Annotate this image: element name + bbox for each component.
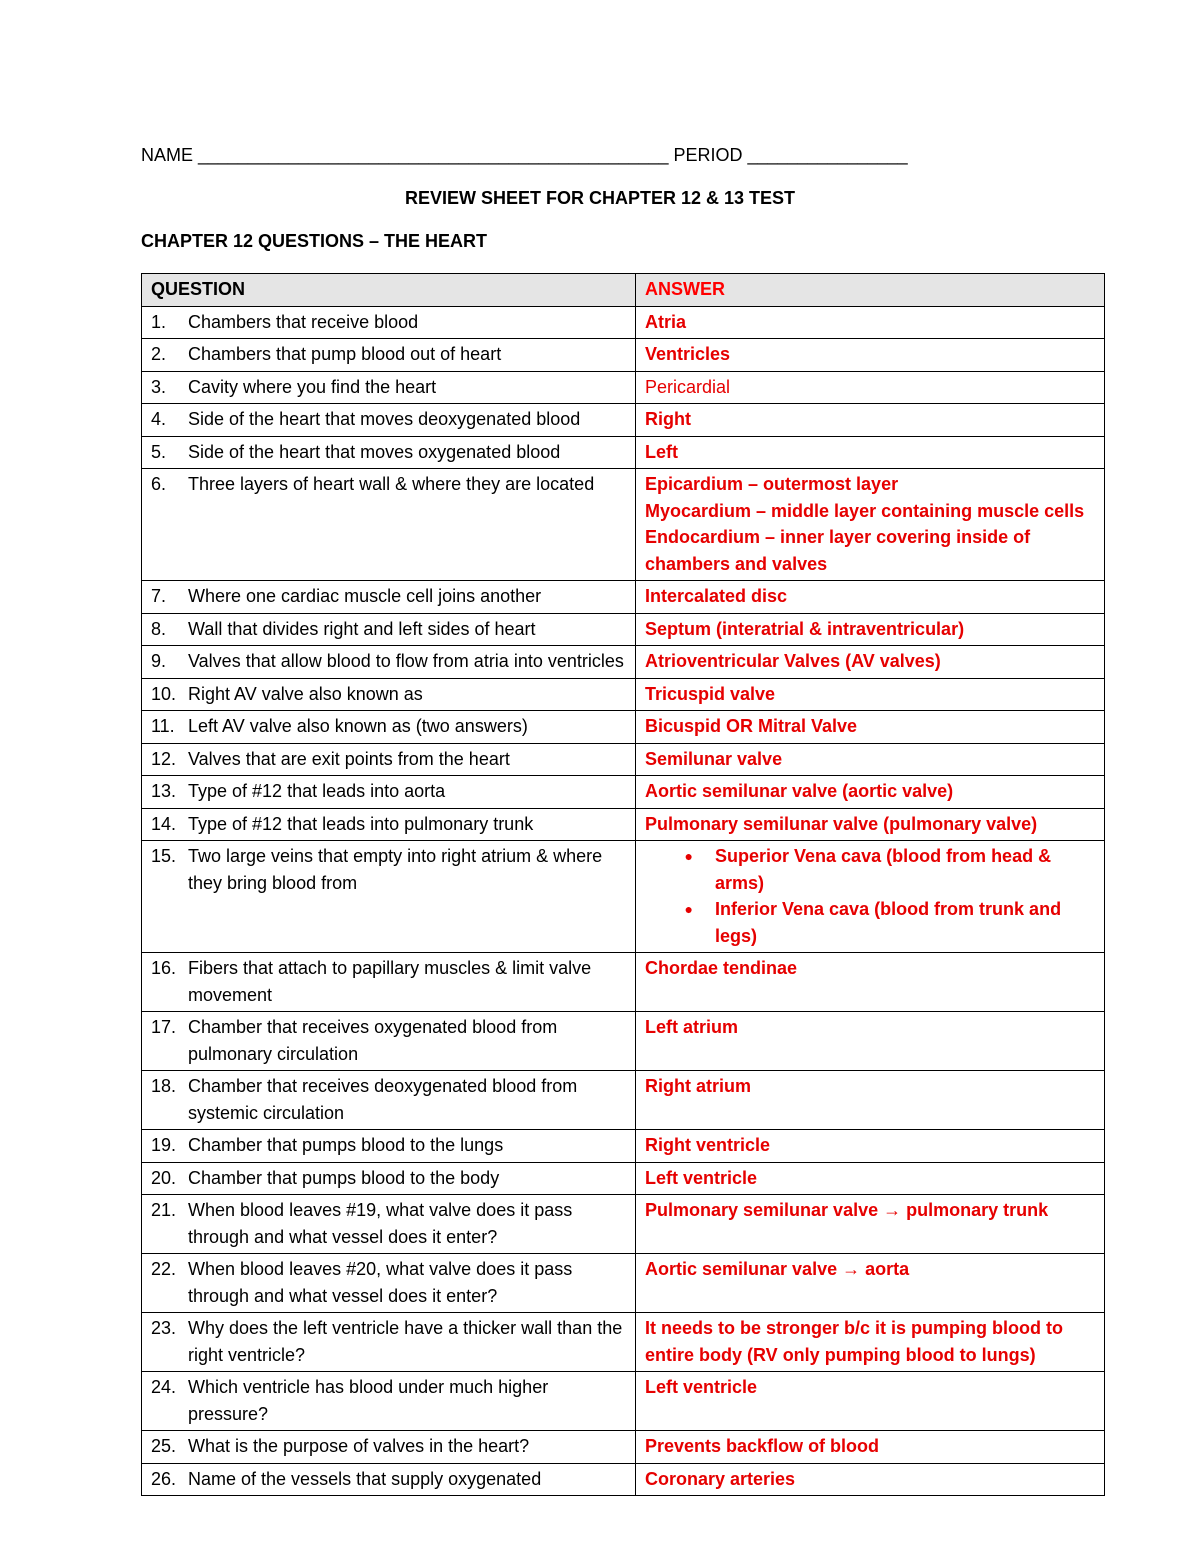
question-number: 26. bbox=[151, 1468, 177, 1489]
question-cell bbox=[142, 776, 636, 809]
answer-cell bbox=[636, 841, 1105, 953]
question-number: 25. bbox=[151, 1436, 177, 1456]
question-text: Fibers that attach to papillary muscles & limit valve movement bbox=[188, 958, 592, 1005]
answer-text: Bicuspid OR Mitral Valve bbox=[645, 716, 858, 736]
table-row bbox=[142, 743, 1105, 776]
name-period-line: NAME _______________________________________________ PERIOD ________________ bbox=[141, 145, 908, 165]
question-text: Chamber that receives oxygenated blood from pulmonary circulation bbox=[188, 1017, 558, 1064]
question-cell bbox=[142, 1012, 636, 1071]
answer-text: Superior Vena cava (blood from head & arms) bbox=[715, 846, 1052, 893]
table-row bbox=[142, 1071, 1105, 1130]
question-number: 10. bbox=[151, 683, 177, 704]
question-cell bbox=[142, 953, 636, 1012]
answer-text: Left atrium bbox=[645, 1017, 739, 1037]
answer-column-header: ANSWER bbox=[636, 274, 1105, 307]
question-cell bbox=[142, 1463, 636, 1496]
question-cell bbox=[142, 841, 636, 953]
question-number: 6. bbox=[151, 474, 167, 494]
question-text: Name of the vessels that supply oxygenated bbox=[188, 1468, 542, 1489]
question-cell bbox=[142, 1071, 636, 1130]
question-number: 1. bbox=[151, 311, 167, 332]
answer-cell bbox=[636, 711, 1105, 744]
answer-cell bbox=[636, 306, 1105, 339]
table-row bbox=[142, 1431, 1105, 1464]
question-number: 11. bbox=[151, 716, 175, 736]
question-number: 24. bbox=[151, 1377, 177, 1397]
answer-cell bbox=[636, 581, 1105, 614]
table-row bbox=[142, 1463, 1105, 1496]
answer-text: Prevents backflow of blood bbox=[645, 1436, 880, 1456]
answer-cell bbox=[636, 436, 1105, 469]
table-row bbox=[142, 404, 1105, 437]
question-text: Type of #12 that leads into aorta bbox=[188, 781, 446, 801]
table-row bbox=[142, 1313, 1105, 1372]
question-number: 14. bbox=[151, 813, 177, 834]
question-text: Valves that are exit points from the heart bbox=[188, 748, 510, 769]
answer-cell bbox=[636, 678, 1105, 711]
question-cell bbox=[142, 1431, 636, 1464]
question-cell bbox=[142, 1195, 636, 1254]
table-row bbox=[142, 678, 1105, 711]
answer-cell bbox=[636, 808, 1105, 841]
question-number: 15. bbox=[151, 846, 177, 866]
question-cell bbox=[142, 1162, 636, 1195]
answer-bullet-item bbox=[645, 843, 1096, 896]
answer-text: Septum (interatrial & intraventricular) bbox=[645, 618, 965, 639]
question-text: Left AV valve also known as (two answers) bbox=[188, 716, 528, 736]
answer-text: It needs to be stronger b/c it is pumping blood to entire body (RV only pumping blood to lungs) bbox=[645, 1318, 1063, 1365]
question-cell bbox=[142, 306, 636, 339]
chapter-heading: CHAPTER 12 QUESTIONS – THE HEART bbox=[141, 231, 488, 251]
table-row bbox=[142, 436, 1105, 469]
answer-text: Right bbox=[645, 409, 691, 429]
question-cell bbox=[142, 743, 636, 776]
answer-cell bbox=[636, 1254, 1105, 1313]
answer-cell bbox=[636, 1313, 1105, 1372]
answer-cell bbox=[636, 1463, 1105, 1496]
answer-cell bbox=[636, 1195, 1105, 1254]
answer-text: Inferior Vena cava (blood from trunk and legs) bbox=[715, 899, 1062, 946]
answer-cell bbox=[636, 1071, 1105, 1130]
answer-text: Ventricles bbox=[645, 344, 731, 364]
answer-text: Chordae tendinae bbox=[645, 958, 798, 978]
answer-cell bbox=[636, 776, 1105, 809]
table-row bbox=[142, 841, 1105, 953]
question-text: Two large veins that empty into right atrium & where they bring blood from bbox=[188, 846, 603, 893]
question-text: Which ventricle has blood under much higher pressure? bbox=[188, 1377, 549, 1424]
answer-cell bbox=[636, 743, 1105, 776]
question-number: 23. bbox=[151, 1318, 177, 1338]
table-row bbox=[142, 613, 1105, 646]
table-row bbox=[142, 469, 1105, 581]
table-row bbox=[142, 339, 1105, 372]
question-text: Side of the heart that moves deoxygenated blood bbox=[188, 409, 581, 429]
answer-cell bbox=[636, 1130, 1105, 1163]
question-number: 19. bbox=[151, 1135, 177, 1155]
question-cell bbox=[142, 808, 636, 841]
question-number: 16. bbox=[151, 958, 177, 978]
question-cell bbox=[142, 678, 636, 711]
question-cell bbox=[142, 646, 636, 679]
question-text: Chamber that pumps blood to the lungs bbox=[188, 1135, 504, 1155]
question-number: 13. bbox=[151, 781, 177, 801]
question-number: 2. bbox=[151, 344, 167, 364]
question-text: Chambers that pump blood out of heart bbox=[188, 344, 502, 364]
answer-text: Left bbox=[645, 441, 678, 462]
table-row bbox=[142, 306, 1105, 339]
question-text: What is the purpose of valves in the heart? bbox=[188, 1436, 530, 1456]
answer-text: Left ventricle bbox=[645, 1377, 758, 1397]
question-text: Chamber that receives deoxygenated blood from systemic circulation bbox=[188, 1076, 578, 1123]
question-number: 3. bbox=[151, 376, 167, 397]
answer-text: Atrioventricular Valves (AV valves) bbox=[645, 651, 941, 671]
question-text: Cavity where you find the heart bbox=[188, 376, 437, 397]
answer-cell bbox=[636, 1372, 1105, 1431]
bullet-icon: ● bbox=[684, 848, 693, 864]
answer-cell bbox=[636, 953, 1105, 1012]
question-number: 21. bbox=[151, 1200, 177, 1220]
answer-text: Pulmonary semilunar valve → pulmonary trunk bbox=[645, 1200, 1049, 1220]
question-text: Where one cardiac muscle cell joins another bbox=[188, 586, 542, 606]
question-number: 20. bbox=[151, 1167, 177, 1188]
table-row bbox=[142, 581, 1105, 614]
question-cell bbox=[142, 581, 636, 614]
table-row bbox=[142, 808, 1105, 841]
question-cell bbox=[142, 1130, 636, 1163]
question-number: 7. bbox=[151, 586, 167, 606]
answer-cell bbox=[636, 1431, 1105, 1464]
question-text: Chambers that receive blood bbox=[188, 311, 419, 332]
answer-cell bbox=[636, 1012, 1105, 1071]
question-text: Wall that divides right and left sides of heart bbox=[188, 618, 536, 639]
answer-cell bbox=[636, 469, 1105, 581]
answer-text: Tricuspid valve bbox=[645, 683, 776, 704]
table-row bbox=[142, 1372, 1105, 1431]
table-row bbox=[142, 1130, 1105, 1163]
question-number: 22. bbox=[151, 1259, 177, 1279]
answer-text: Right ventricle bbox=[645, 1135, 771, 1155]
answer-cell bbox=[636, 646, 1105, 679]
question-text: When blood leaves #19, what valve does it pass through and what vessel does it enter? bbox=[188, 1200, 573, 1247]
question-cell bbox=[142, 1372, 636, 1431]
document-title: REVIEW SHEET FOR CHAPTER 12 & 13 TEST bbox=[404, 188, 796, 208]
answer-text: Right atrium bbox=[645, 1076, 751, 1096]
question-cell bbox=[142, 711, 636, 744]
answer-cell bbox=[636, 404, 1105, 437]
bullet-icon: ● bbox=[684, 901, 693, 917]
review-table bbox=[141, 273, 1105, 1496]
question-number: 12. bbox=[151, 748, 177, 769]
answer-text: Coronary arteries bbox=[645, 1468, 796, 1489]
answer-cell bbox=[636, 339, 1105, 372]
question-cell bbox=[142, 371, 636, 404]
answer-cell bbox=[636, 371, 1105, 404]
question-text: Right AV valve also known as bbox=[188, 683, 423, 704]
question-cell bbox=[142, 1254, 636, 1313]
answer-text: Pericardial bbox=[645, 376, 731, 397]
table-row bbox=[142, 371, 1105, 404]
answer-bullet-item bbox=[645, 896, 1096, 949]
question-cell bbox=[142, 613, 636, 646]
table-row bbox=[142, 1195, 1105, 1254]
table-row bbox=[142, 776, 1105, 809]
question-cell bbox=[142, 436, 636, 469]
question-column-header: QUESTION bbox=[142, 274, 636, 307]
table-row bbox=[142, 646, 1105, 679]
answer-text: Myocardium – middle layer containing muscle cells bbox=[645, 500, 1085, 521]
question-cell bbox=[142, 469, 636, 581]
table-row bbox=[142, 953, 1105, 1012]
question-number: 17. bbox=[151, 1017, 177, 1037]
question-text: Why does the left ventricle have a thicker wall than the right ventricle? bbox=[188, 1318, 623, 1365]
table-row bbox=[142, 711, 1105, 744]
table-header-row bbox=[142, 274, 1105, 307]
question-text: Valves that allow blood to flow from atria into ventricles bbox=[188, 651, 624, 671]
answer-cell bbox=[636, 613, 1105, 646]
answer-text: Aortic semilunar valve (aortic valve) bbox=[645, 781, 954, 801]
question-text: Side of the heart that moves oxygenated blood bbox=[188, 441, 561, 462]
answer-text: Atria bbox=[645, 311, 687, 332]
answer-text: Intercalated disc bbox=[645, 586, 788, 606]
question-cell bbox=[142, 404, 636, 437]
question-text: Type of #12 that leads into pulmonary trunk bbox=[188, 813, 534, 834]
answer-text: Left ventricle bbox=[645, 1167, 758, 1188]
question-number: 4. bbox=[151, 409, 167, 429]
answer-text: Pulmonary semilunar valve (pulmonary valve) bbox=[645, 813, 1038, 834]
answer-cell bbox=[636, 1162, 1105, 1195]
table-row bbox=[142, 1162, 1105, 1195]
answer-text: Semilunar valve bbox=[645, 748, 783, 769]
question-cell bbox=[142, 339, 636, 372]
question-text: When blood leaves #20, what valve does it pass through and what vessel does it enter? bbox=[188, 1259, 573, 1306]
question-cell bbox=[142, 1313, 636, 1372]
question-text: Chamber that pumps blood to the body bbox=[188, 1167, 500, 1188]
question-number: 18. bbox=[151, 1076, 177, 1096]
table-row bbox=[142, 1254, 1105, 1313]
answer-text: Endocardium – inner layer covering inside of chambers and valves bbox=[645, 527, 1031, 574]
question-text: Three layers of heart wall & where they are located bbox=[188, 474, 595, 494]
question-number: 8. bbox=[151, 618, 167, 639]
table-row bbox=[142, 1012, 1105, 1071]
question-number: 9. bbox=[151, 651, 167, 671]
answer-text: Epicardium – outermost layer bbox=[645, 474, 899, 494]
question-number: 5. bbox=[151, 441, 167, 462]
answer-text: Aortic semilunar valve → aorta bbox=[645, 1259, 910, 1279]
